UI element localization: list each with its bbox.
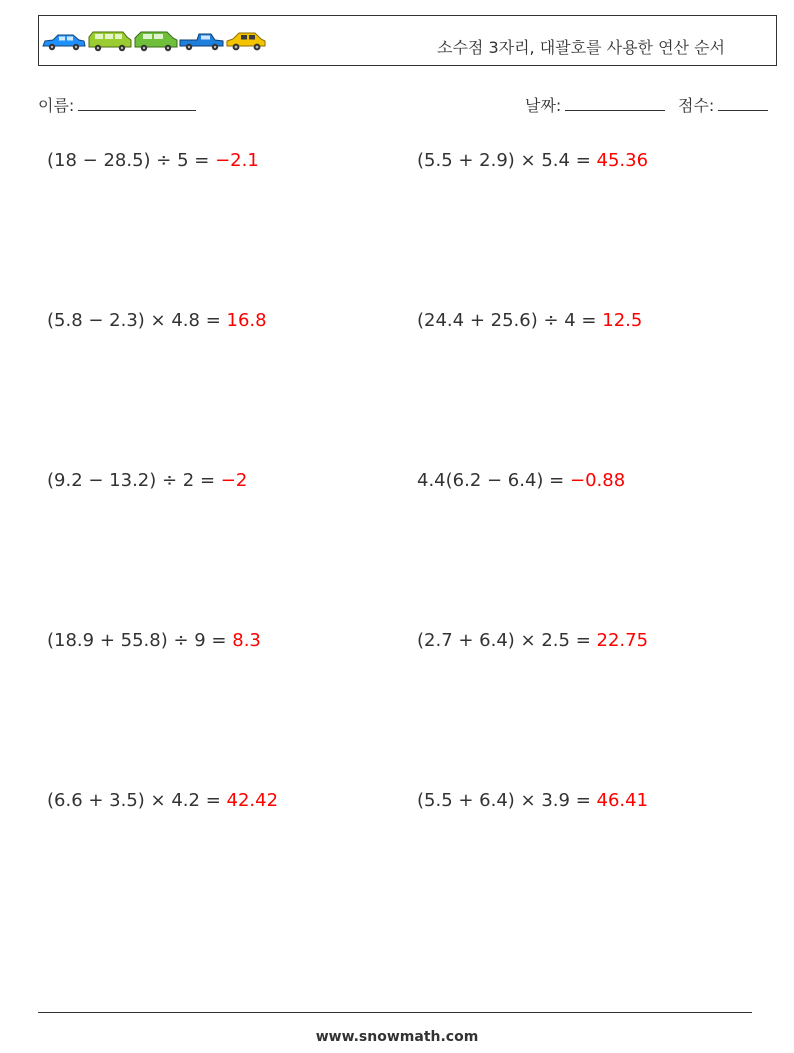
- problem-expression: 4.4(6.2 − 6.4) =: [417, 470, 565, 491]
- date-field: [525, 93, 665, 116]
- problem-4: [417, 310, 642, 331]
- problem-5: [47, 470, 247, 491]
- car-icon: [135, 32, 177, 51]
- problem-answer: 12.5: [602, 310, 643, 331]
- problem-2: [417, 150, 648, 171]
- problem-7: [47, 630, 261, 651]
- problem-answer: −2.1: [215, 150, 259, 171]
- problem-answer: 22.75: [596, 630, 649, 651]
- date-label: 날짜:: [525, 96, 562, 115]
- problem-answer: 45.36: [596, 150, 649, 171]
- car-illustrations: [41, 30, 266, 54]
- problem-answer: 46.41: [596, 790, 649, 811]
- problem-6: [417, 470, 625, 491]
- car-icons: [41, 30, 266, 54]
- name-blank[interactable]: [78, 96, 196, 111]
- problem-3: [47, 310, 267, 331]
- car-icon: [180, 34, 223, 50]
- problem-expression: (18.9 + 55.8) ÷ 9 =: [47, 630, 227, 651]
- car-icon: [43, 35, 85, 50]
- problem-answer: 16.8: [226, 310, 267, 331]
- problem-expression: (24.4 + 25.6) ÷ 4 =: [417, 310, 597, 331]
- problem-expression: (5.5 + 6.4) × 3.9 =: [417, 790, 591, 811]
- problem-10: [417, 790, 648, 811]
- problem-expression: (5.5 + 2.9) × 5.4 =: [417, 150, 591, 171]
- problem-expression: (5.8 − 2.3) × 4.8 =: [47, 310, 221, 331]
- score-field: [678, 93, 768, 116]
- problem-answer: 8.3: [232, 630, 261, 651]
- car-icon: [89, 32, 131, 51]
- header-box: [38, 15, 777, 66]
- problem-answer: −2: [220, 470, 248, 491]
- problem-expression: (18 − 28.5) ÷ 5 =: [47, 150, 210, 171]
- footer-divider: [38, 1012, 752, 1013]
- name-label: 이름:: [38, 96, 75, 115]
- car-icon: [227, 33, 265, 50]
- problem-answer: −0.88: [570, 470, 626, 491]
- problem-expression: (2.7 + 6.4) × 2.5 =: [417, 630, 591, 651]
- footer-site-link[interactable]: www.snowmath.com: [315, 1029, 479, 1045]
- score-blank[interactable]: [718, 96, 768, 111]
- date-blank[interactable]: [565, 96, 665, 111]
- problem-8: [417, 630, 648, 651]
- problem-expression: (9.2 − 13.2) ÷ 2 =: [47, 470, 216, 491]
- problem-9: [47, 790, 278, 811]
- score-label: 점수:: [678, 96, 715, 115]
- problem-1: [47, 150, 259, 171]
- name-field: [38, 93, 196, 116]
- worksheet-title: 소수점 3자리, 대괄호를 사용한 연산 순서: [437, 38, 725, 57]
- problem-expression: (6.6 + 3.5) × 4.2 =: [47, 790, 221, 811]
- problem-answer: 42.42: [226, 790, 279, 811]
